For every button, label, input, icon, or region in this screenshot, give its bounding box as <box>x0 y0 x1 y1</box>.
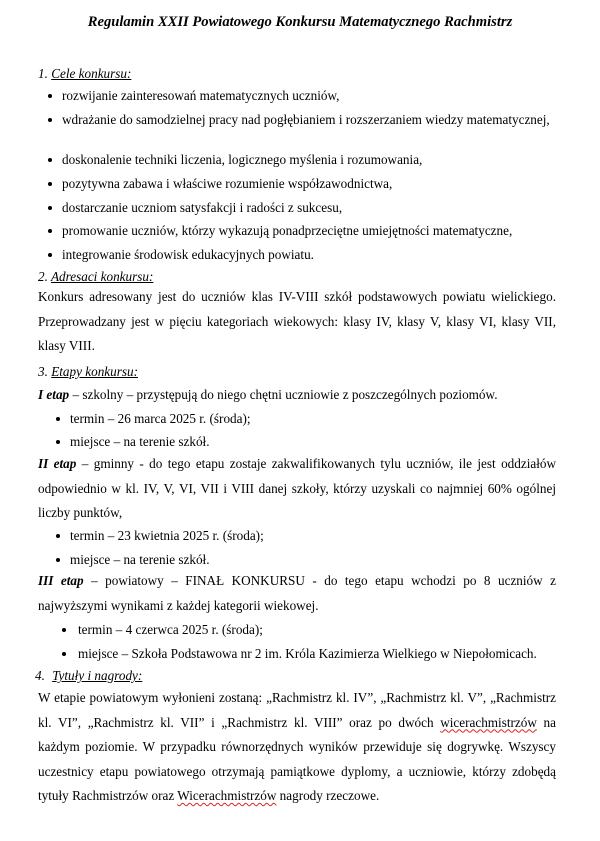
section-title: Etapy konkursu: <box>51 364 138 379</box>
list-item: miejsce – na terenie szkół. <box>70 551 210 569</box>
list-item: integrowanie środowisk edukacyjnych powiatu. <box>62 246 556 264</box>
stage-label: III etap <box>38 573 84 588</box>
section-1-heading <box>38 65 131 83</box>
bullet-icon <box>48 118 52 122</box>
bullet-icon <box>48 253 52 257</box>
bullet-icon <box>48 94 52 98</box>
section-2-heading <box>38 268 153 286</box>
list-item: rozwijanie zainteresowań matematycznych uczniów, <box>62 87 556 105</box>
bullet-icon <box>56 534 60 538</box>
page-title: Regulamin XXII Powiatowego Konkursu Matematycznego Rachmistrz <box>87 14 513 30</box>
bullet-icon <box>48 182 52 186</box>
stage-label: II etap <box>38 456 77 471</box>
list-item: pozytywna zabawa i właściwe rozumienie współzawodnictwa, <box>62 175 556 193</box>
spellcheck-word: wicerachmistrzów <box>440 714 537 730</box>
stage-1-paragraph: I etap – szkolny – przystępują do niego chętni uczniowie z poszczególnych poziomów. <box>38 387 498 402</box>
list-item: termin – 26 marca 2025 r. (środa); <box>70 410 251 428</box>
bullet-icon <box>62 628 66 632</box>
list-item: termin – 23 kwietnia 2025 r. (środa); <box>70 527 264 545</box>
section-number: 3. <box>38 364 48 379</box>
bullet-icon <box>48 206 52 210</box>
section-title: Adresaci konkursu: <box>50 269 154 284</box>
section-number: 4. <box>35 668 45 683</box>
list-item: dostarczanie uczniom satysfakcji i radości z sukcesu, <box>62 199 556 217</box>
list-item: wdrażanie do samodzielnej pracy nad pogłębianiem i rozszerzaniem wiedzy matematycznej, <box>62 111 556 129</box>
section-number: 2. <box>38 269 48 284</box>
bullet-icon <box>56 440 60 444</box>
bullet-icon <box>56 417 60 421</box>
bullet-icon <box>62 652 66 656</box>
paragraph: W etapie powiatowym wyłonieni zostaną: „Rachmistrz kl. IV”, „Rachmistrz kl. V”, „Rachmistrz kl. VI”, „Rachmistrz kl. VII” i „Rachmistrz kl. VIII” oraz po dwóch wicerachmistrzów na każdym poziomie. W przypadku równorzędnych wyników przewiduje się dogrywkę. Wszyscy uczestnicy etapu powiatowego otrzymają pamiątkowe dyplomy, a uczniowie, którzy zdobędą tytuły Rachmistrzów oraz Wicerachmistrzów nagrody rzeczowe. <box>38 690 557 803</box>
bullet-icon <box>48 158 52 162</box>
spellcheck-word: Wicerachmistrzów <box>177 788 277 803</box>
list-item: miejsce – Szkoła Podstawowa nr 2 im. Króla Kazimierza Wielkiego w Niepołomicach. <box>78 645 537 663</box>
list-item: doskonalenie techniki liczenia, logicznego myślenia i rozumowania, <box>62 151 556 169</box>
stage-label: I etap <box>38 387 70 402</box>
section-4-heading <box>35 667 142 685</box>
list-item: promowanie uczniów, którzy wykazują ponadprzeciętne umiejętności matematyczne, <box>62 222 556 240</box>
section-title: Cele konkursu: <box>51 66 132 81</box>
section-3-heading <box>38 363 138 381</box>
bullet-icon <box>56 558 60 562</box>
paragraph: Konkurs adresowany jest do uczniów klas IV-VIII szkół podstawowych powiatu wielickiego. Przeprowadzany jest w pięciu kategoriach wiekowych: klasy IV, klasy V, klasy VI, klasy VII, klasy VIII. <box>38 289 556 353</box>
section-title: Tytuły i nagrody: <box>52 668 143 683</box>
stage-2-paragraph: II etap – gminny - do tego etapu zostaje zakwalifikowanych tylu uczniów, ile jest oddziałów odpowiednio w kl. IV, V, VI, VII i VIII danej szkoły, którzy uzyskali co najmniej 60% ogólnej liczby punktów, <box>38 456 556 520</box>
list-item: miejsce – na terenie szkół. <box>70 433 210 451</box>
stage-3-paragraph: III etap – powiatowy – FINAŁ KONKURSU - do tego etapu wchodzi po 8 uczniów z najwyższymi wynikami z każdej kategorii wiekowej. <box>38 573 557 613</box>
section-number: 1. <box>38 66 48 81</box>
bullet-icon <box>48 229 52 233</box>
list-item: termin – 4 czerwca 2025 r. (środa); <box>78 621 263 639</box>
